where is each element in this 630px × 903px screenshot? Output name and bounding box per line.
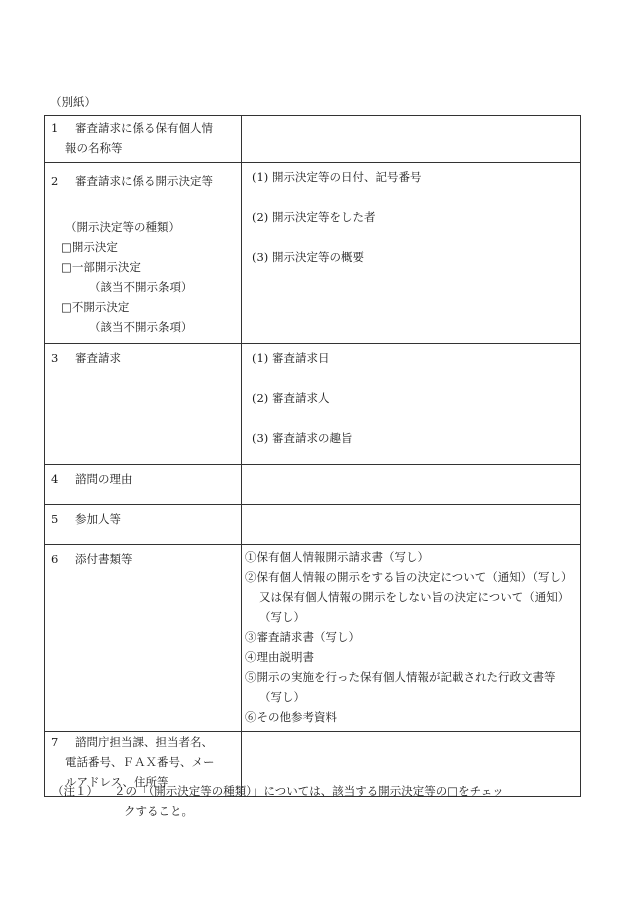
- attached-doc-6: ⑥その他参考資料: [245, 710, 337, 724]
- row1-number: 1: [51, 121, 59, 135]
- table-row-1: [45, 116, 581, 163]
- attached-doc-4: ④理由説明書: [245, 650, 314, 664]
- attached-doc-2: ②保有個人情報の開示をする旨の決定について（通知）（写し）又は保有個人情報の開示をしない旨の決定について（通知）（写し）: [245, 570, 573, 624]
- row3-label-cell: [45, 344, 242, 465]
- table-row-6: [45, 545, 581, 732]
- row4-value-cell[interactable]: [242, 465, 581, 505]
- row1-value-cell[interactable]: [242, 116, 581, 163]
- partial-clause-label: （該当不開示条項）: [89, 280, 193, 294]
- table-row-3: [45, 344, 581, 465]
- row2-item-2: (2) 開示決定等をした者: [252, 210, 376, 224]
- disclosure-types-heading: （開示決定等の種類）: [65, 220, 180, 234]
- request-form-table: [44, 115, 581, 797]
- row7-title-line1: 諮問庁担当課、担当者名、: [75, 735, 213, 749]
- footnote: [52, 781, 587, 821]
- row2-label-cell: [45, 163, 242, 344]
- row2-title: 審査請求に係る開示決定等: [75, 174, 213, 188]
- checkbox-non-disclosure[interactable]: □不開示決定: [61, 300, 130, 314]
- row6-value-cell[interactable]: [242, 545, 581, 732]
- row5-label-cell: [45, 505, 242, 545]
- row1-title-line1: 審査請求に係る保有個人情: [75, 121, 213, 135]
- row2-number: 2: [51, 174, 59, 188]
- row3-title: 審査請求: [75, 351, 121, 365]
- attached-doc-5: ⑤開示の実施を行った保有個人情報が記載された行政文書等（写し）: [245, 670, 556, 704]
- row3-item-2: (2) 審査請求人: [252, 391, 330, 405]
- attached-doc-3: ③審査請求書（写し）: [245, 630, 360, 644]
- row1-label-cell: [45, 116, 242, 163]
- row3-item-1: (1) 審査請求日: [252, 351, 330, 365]
- row5-value-cell[interactable]: [242, 505, 581, 545]
- footnote-line2: クすること。: [124, 804, 193, 818]
- row4-title: 諮問の理由: [75, 472, 133, 486]
- non-disclosure-clause-label: （該当不開示条項）: [89, 320, 193, 334]
- row4-number: 4: [51, 472, 59, 486]
- checkbox-full-disclosure[interactable]: □開示決定: [61, 240, 118, 254]
- attached-doc-1: ①保有個人情報開示請求書（写し）: [245, 550, 429, 564]
- row6-label-cell: [45, 545, 242, 732]
- row7-title-line3: ルアドレス、住所等: [65, 775, 169, 789]
- footnote-label: （注１）: [52, 784, 98, 798]
- row3-number: 3: [51, 351, 59, 365]
- row7-title-line2: 電話番号、ＦＡＸ番号、メー: [65, 755, 215, 769]
- row7-number: 7: [51, 735, 59, 749]
- row3-item-3: (3) 審査請求の趣旨: [252, 431, 353, 445]
- table-row-5: [45, 505, 581, 545]
- checkbox-partial-disclosure[interactable]: □一部開示決定: [61, 260, 141, 274]
- row4-label-cell: [45, 465, 242, 505]
- caption: （別紙）: [50, 95, 96, 109]
- row5-title: 参加人等: [75, 512, 121, 526]
- row6-number: 6: [51, 552, 59, 566]
- row2-item-1: (1) 開示決定等の日付、記号番号: [252, 170, 422, 184]
- footnote-line1: ２の「（開示決定等の種類）」については、該当する開示決定等の□をチェッ: [114, 784, 504, 798]
- row2-value-cell[interactable]: [242, 163, 581, 344]
- row6-title: 添付書類等: [75, 552, 133, 566]
- table-row-4: [45, 465, 581, 505]
- row5-number: 5: [51, 512, 59, 526]
- table-row-2: [45, 163, 581, 344]
- row1-title-line2: 報の名称等: [65, 141, 123, 155]
- row3-value-cell[interactable]: [242, 344, 581, 465]
- row2-item-3: (3) 開示決定等の概要: [252, 250, 364, 264]
